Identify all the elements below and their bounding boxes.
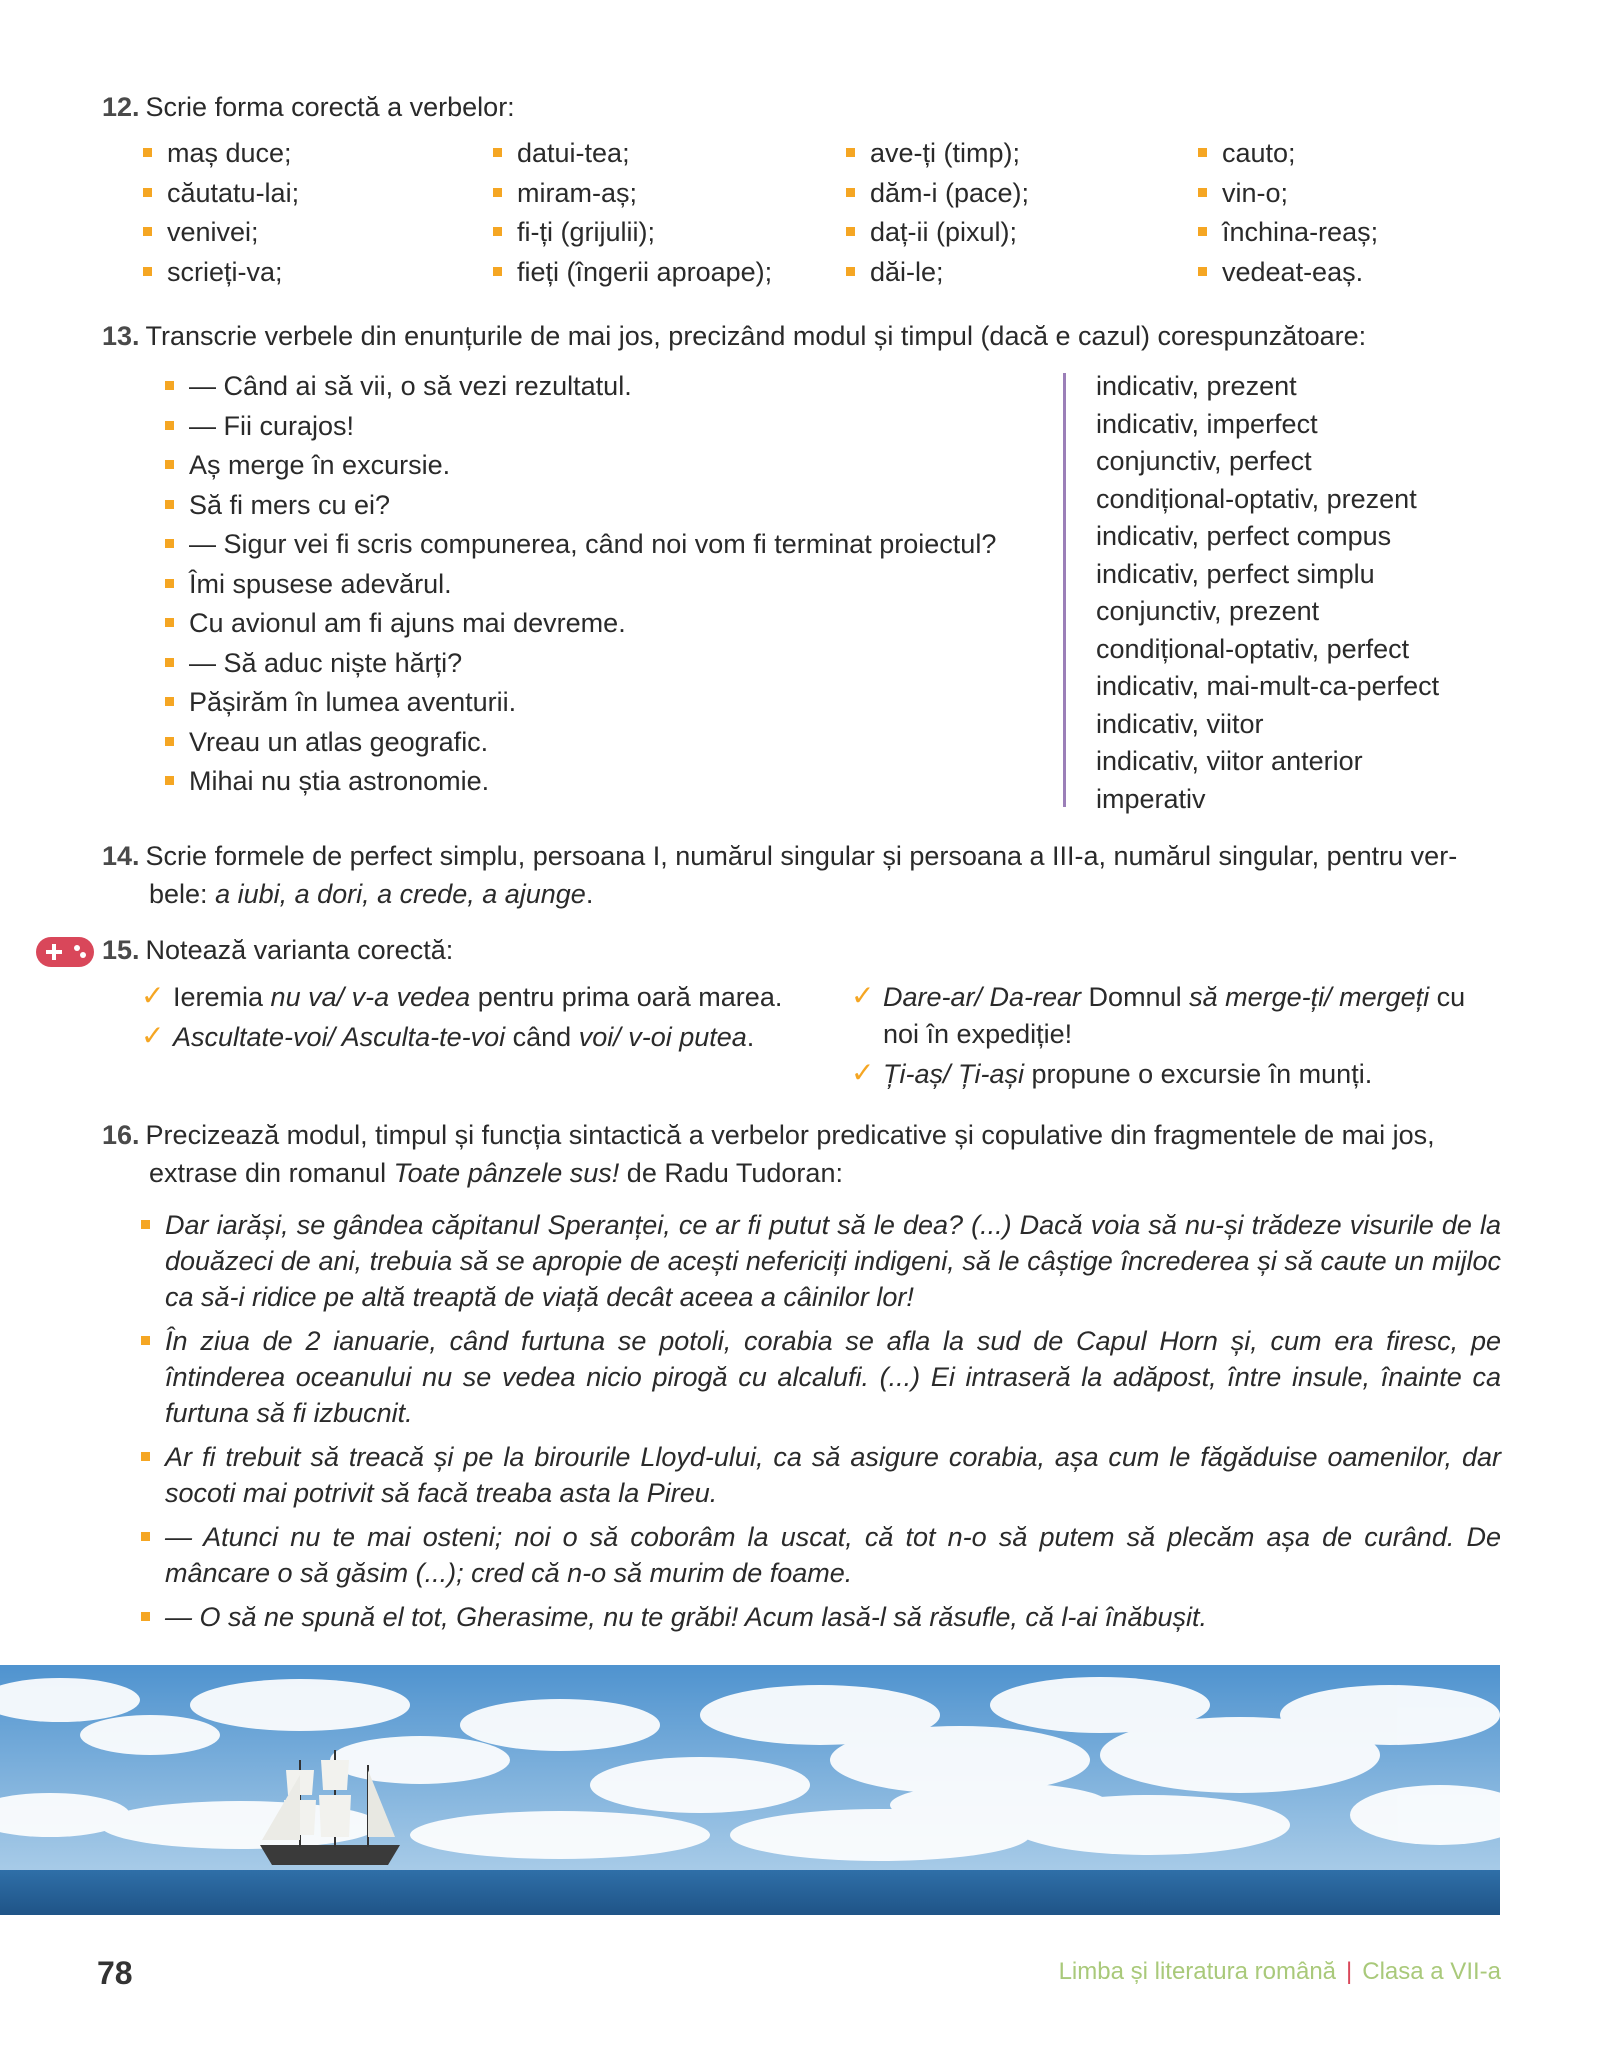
ex13-options-list [1096,368,1439,818]
list-item: daț-ii (pixul); [846,213,1029,253]
option-item: imperativ [1096,783,1206,814]
checkmark-icon: ✓ [141,980,165,1011]
exercise-15-title [102,931,453,969]
choice-variant: nu va/ v-a vedea [270,982,471,1012]
option-item: indicativ, imperfect [1096,408,1318,439]
list-item: scrieți-va; [143,253,299,293]
choice-item [851,1056,1501,1093]
exercise-instruction: Scrie formele de perfect simplu, persoana I, numărul singular și persoana a III-a, numărul singular, pentru ver- [145,841,1458,871]
list-item: Aș merge în excursie. [165,446,996,486]
option-item: indicativ, mai-mult-ca-perfect [1096,671,1440,701]
list-item: închina-reaș; [1198,213,1378,253]
choice-variant: Ți-aș/ Ți-ași [883,1059,1024,1089]
gamepad-icon [36,937,94,967]
choice-text: Domnul [1081,982,1190,1012]
exercise-number: 12. [102,92,140,122]
choice-item [851,979,1501,1053]
quote-fragment: Ar fi trebuit să treacă și pe la birourile Lloyd-ului, ca să asigure corabia, așa cum le făgăduise oamenilor, dar socoti mai potrivit să facă treaba asta la Pireu. [141,1439,1501,1511]
list-item: Cu avionul am fi ajuns mai devreme. [165,604,996,644]
list-item: — Să aduc niște hărți? [165,644,996,684]
option-item: indicativ, viitor anterior [1096,746,1363,776]
ex15-left-items [141,979,786,1056]
list-item: Îmi spusese adevărul. [165,565,996,605]
list-item: miram-aș; [493,174,772,214]
checkmark-icon: ✓ [851,980,875,1011]
exercise-instruction: Transcrie verbele din enunțurile de mai jos, precizând modul și timpul (dacă e cazul) corespunzătoare: [145,321,1367,351]
choice-text: pentru prima oară marea. [470,982,783,1012]
list-item: ave-ți (timp); [846,134,1029,174]
ex16-fragments [141,1207,1501,1635]
instruction-text: de Radu Tudoran: [619,1158,843,1188]
option-item: indicativ, viitor [1096,708,1264,739]
choice-text: când [505,1022,579,1052]
verb-list: a iubi, a dori, a crede, a ajunge [215,879,586,909]
quote-fragment: În ziua de 2 ianuarie, când furtuna se potoli, corabia se afla la sud de Capul Horn și, cum era firesc, pe întinderea oceanului nu se vedea nicio pirogă cu alcalufi. (...) Ei intraseră la adăpost, între insule, înainte ca furtuna să fi izbucnit. [141,1323,1501,1431]
ex15-right-items [851,979,1501,1093]
list-item: cauto; [1198,134,1378,174]
exercise-number: 13. [102,321,140,351]
list-item: venivei; [143,213,299,253]
choice-variant: să merge-ți/ mergeți [1189,982,1430,1012]
choice-variant: Dare-ar/ Da-rear [883,982,1082,1012]
choice-text: . [746,1022,755,1052]
checkmark-icon: ✓ [141,1020,165,1051]
page-number: 78 [97,1955,133,1991]
choice-item [141,979,786,1016]
list-item: maș duce; [143,134,299,174]
exercise-14-text [102,837,1507,913]
list-item: dăi-le; [846,253,1029,293]
option-item: indicativ, prezent [1096,371,1297,401]
choice-text: cu noi în expediție! [883,982,1466,1049]
choice-variant: voi/ v-oi putea [578,1022,747,1052]
exercise-instruction: Precizează modul, timpul și funcția sintactică a verbelor predicative și copulative din fragmentele de mai jos, [145,1120,1435,1150]
grade-label: Clasa a VII-a [1362,1958,1501,1985]
exercise-13-title [102,317,1366,355]
exercise-16-text [102,1116,1507,1192]
option-item: condițional-optativ, perfect [1096,633,1410,664]
column-divider [1063,373,1066,807]
list-item: datui-tea; [493,134,772,174]
instruction-text: extrase din romanul [149,1158,394,1188]
list-item: vin-o; [1198,174,1378,214]
sailing-ship-illustration [0,1665,1500,1915]
choice-text: Ieremia [173,982,271,1012]
list-item: — Fii curajos! [165,407,996,447]
list-item: — Când ai să vii, o să vezi rezultatul. [165,367,996,407]
exercise-12-title [102,88,515,126]
subject-name: Limba și literatura română [1058,1958,1337,1985]
checkmark-icon: ✓ [851,1057,875,1088]
list-item: fieți (îngerii aproape); [493,253,772,293]
exercise-instruction: Notează varianta corectă: [145,935,454,965]
list-item: Vreau un atlas geografic. [165,723,996,763]
list-item: Să fi mers cu ei? [165,486,996,526]
option-item: conjunctiv, perfect [1096,446,1312,476]
choice-text: propune o excursie în munți. [1024,1059,1373,1089]
quote-fragment: — O să ne spună el tot, Gherasime, nu te grăbi! Acum lasă-l să răsufle, că l-ai înăbușit. [141,1599,1501,1635]
choice-variant: Ascultate-voi/ Asculta-te-voi [173,1022,506,1052]
quote-fragment: Dar iarăși, se gândea căpitanul Speranței, ce ar fi putut să le dea? (...) Dacă voia să nu-și trădeze visurile de la douăzeci de ani, trebuia să se apropie de acești nefericiți indigeni, să le câștige încrederea și să caute un mijloc ca să-i ridice pe altă treaptă de viață decât aceea a câinilor lor! [141,1207,1501,1315]
ex12-column-2 [493,134,772,292]
list-item: vedeat-eaș. [1198,253,1378,293]
exercise-number: 14. [102,841,140,871]
option-item: condițional-optativ, prezent [1096,483,1417,514]
list-item: dăm-i (pace); [846,174,1029,214]
list-item: Pășirăm în lumea aventurii. [165,683,996,723]
list-item: căutatu-lai; [143,174,299,214]
instruction-text: . [585,879,594,909]
quote-fragment: — Atunci nu te mai osteni; noi o să coborâm la uscat, că tot n-o să putem să plecăm așa de curând. De mâncare o să găsim (...); cred că n-o să murim de foame. [141,1519,1501,1591]
footer-caption [1059,1958,1501,1986]
ex12-column-3 [846,134,1029,292]
list-item: Mihai nu știa astronomie. [165,762,996,802]
option-item: indicativ, perfect compus [1096,521,1392,551]
ex12-column-4 [1198,134,1378,292]
exercise-number: 15. [102,935,140,965]
option-item: conjunctiv, prezent [1096,596,1320,626]
ex12-column-1 [143,134,299,292]
ex13-sentence-list [165,367,996,802]
choice-item [141,1019,786,1056]
footer-separator: | [1346,1958,1353,1985]
exercise-instruction: Scrie forma corectă a verbelor: [145,92,515,122]
list-item: — Sigur vei fi scris compunerea, când noi vom fi terminat proiectul? [165,525,996,565]
exercise-number: 16. [102,1120,140,1150]
option-item: indicativ, perfect simplu [1096,558,1375,589]
list-item: fi-ți (grijulii); [493,213,772,253]
book-title: Toate pânzele sus! [393,1158,620,1188]
instruction-text: bele: [149,879,216,909]
